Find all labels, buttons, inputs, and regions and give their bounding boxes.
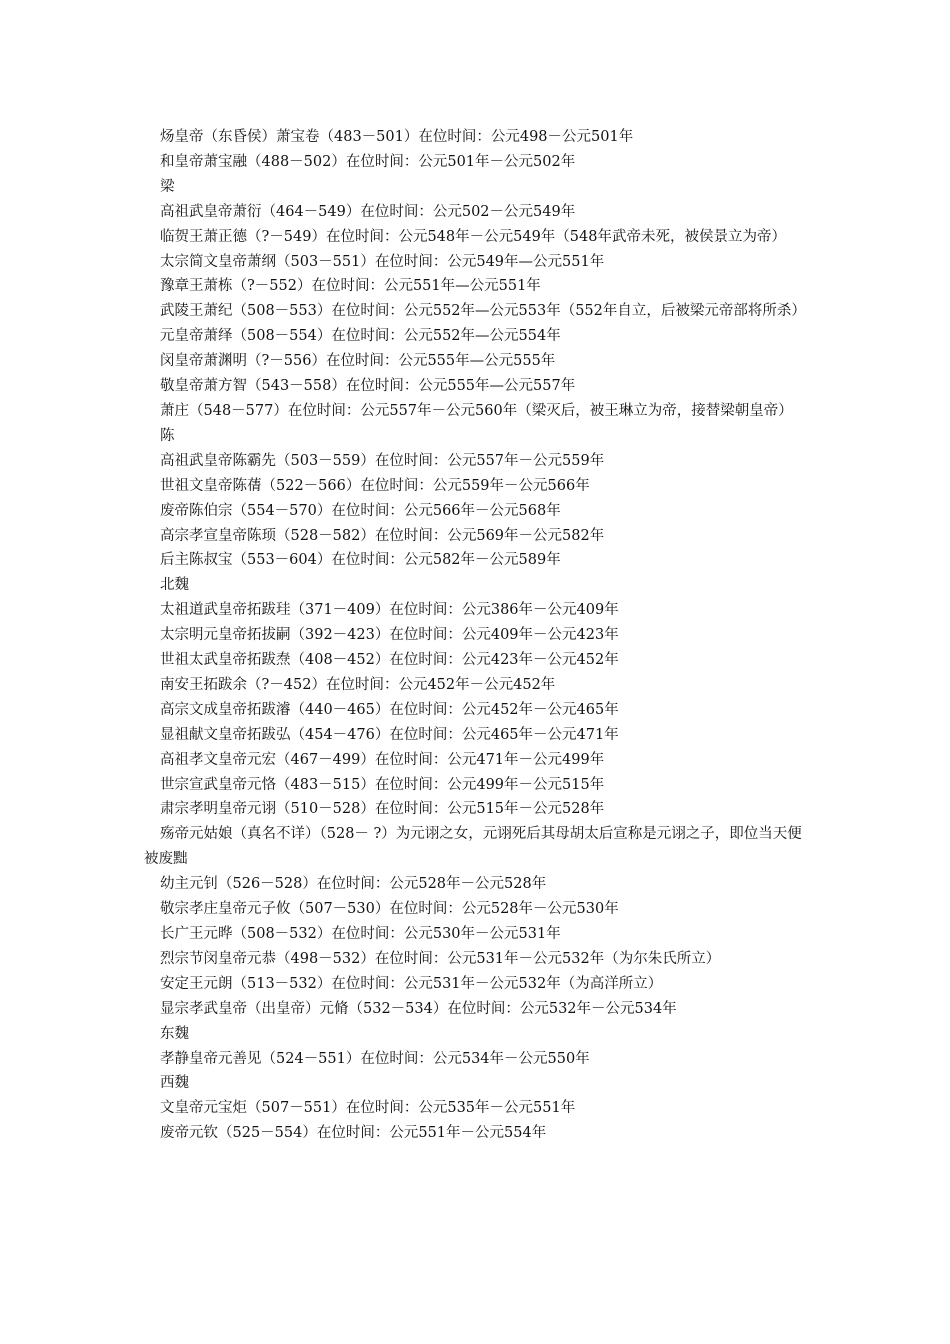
text-line: 世宗宣武皇帝元恪（483－515）在位时间：公元499年－公元515年 (160, 776, 605, 793)
text-line: 世祖太武皇帝拓跋焘（408－452）在位时间：公元423年－公元452年 (160, 652, 619, 669)
text-line: 北魏 (160, 577, 189, 594)
text-line: 闵皇帝萧渊明（?－556）在位时间：公元555年—公元555年 (160, 353, 556, 370)
text-line: 高宗孝宣皇帝陈顼（528－582）在位时间：公元569年－公元582年 (160, 527, 605, 544)
text-line: 安定王元朗（513－532）在位时间：公元531年－公元532年（为高洋所立） (160, 975, 663, 992)
text-line: 太宗简文皇帝萧纲（503－551）在位时间：公元549年—公元551年 (160, 253, 605, 270)
text-line: 南安王拓跋余（?－452）在位时间：公元452年－公元452年 (160, 676, 556, 693)
text-line: 后主陈叔宝（553－604）在位时间：公元582年－公元589年 (160, 552, 561, 569)
document-body (144, 125, 812, 1146)
text-line: 元皇帝萧绎（508－554）在位时间：公元552年—公元554年 (160, 328, 561, 345)
text-line: 高祖孝文皇帝元宏（467－499）在位时间：公元471年－公元499年 (160, 751, 605, 768)
text-line: 太宗明元皇帝拓拔嗣（392－423）在位时间：公元409年－公元423年 (160, 627, 619, 644)
text-line: 长广王元晔（508－532）在位时间：公元530年－公元531年 (160, 926, 561, 942)
text-line: 和皇帝萧宝融（488－502）在位时间：公元501年－公元502年 (160, 153, 576, 170)
text-line: 炀皇帝（东昏侯）萧宝卷（483－501）在位时间：公元498－公元501年 (160, 129, 634, 145)
text-line: 临贺王萧正德（?－549）在位时间：公元548年－公元549年（548年武帝未死，被侯景立为帝） (160, 228, 786, 245)
text-line: 高祖武皇帝萧衍（464－549）在位时间：公元502－公元549年 (160, 203, 576, 220)
text-line: 文皇帝元宝炬（507－551）在位时间：公元535年－公元551年 (160, 1100, 576, 1117)
text-line: 太祖道武皇帝拓跋珪（371－409）在位时间：公元386年－公元409年 (160, 602, 619, 619)
text-line: 世祖文皇帝陈蒨（522－566）在位时间：公元559年－公元566年 (160, 477, 590, 494)
text-line: 高祖武皇帝陈霸先（503－559）在位时间：公元557年－公元559年 (160, 452, 605, 469)
text-line: 显宗孝武皇帝（出皇帝）元脩（532－534）在位时间：公元532年－公元534年 (160, 1000, 677, 1017)
text-line: 幼主元钊（526－528）在位时间：公元528年－公元528年 (160, 876, 547, 893)
text-line: 孝静皇帝元善见（524－551）在位时间：公元534年－公元550年 (160, 1050, 590, 1067)
text-line: 殇帝元姑娘（真名不详）（528－ ?）为元诩之女，元诩死后其母胡太后宣称是元诩之子，即位当天便被废黜 (144, 826, 802, 868)
text-line: 肃宗孝明皇帝元诩（510－528）在位时间：公元515年－公元528年 (160, 801, 605, 818)
text-line: 陈 (160, 427, 175, 444)
text-line: 废帝元钦（525－554）在位时间：公元551年－公元554年 (160, 1125, 547, 1142)
text-line: 西魏 (160, 1075, 189, 1092)
text-line: 显祖献文皇帝拓跋弘（454－476）在位时间：公元465年－公元471年 (160, 726, 619, 743)
text-line: 萧庄（548－577）在位时间：公元557年－公元560年（梁灭后，被王琳立为帝，接替梁朝皇帝） (160, 402, 793, 419)
text-line: 烈宗节闵皇帝元恭（498－532）在位时间：公元531年－公元532年（为尔朱氏所立） (160, 950, 721, 967)
text-line: 敬皇帝萧方智（543－558）在位时间：公元555年—公元557年 (160, 378, 576, 395)
text-line: 废帝陈伯宗（554－570）在位时间：公元566年－公元568年 (160, 502, 561, 519)
text-line: 东魏 (160, 1025, 189, 1042)
text-line: 武陵王萧纪（508－553）在位时间：公元552年—公元553年（552年自立，后被梁元帝部将所杀） (160, 303, 806, 320)
text-line: 敬宗孝庄皇帝元子攸（507－530）在位时间：公元528年－公元530年 (160, 901, 619, 918)
text-line: 高宗文成皇帝拓跋濬（440－465）在位时间：公元452年－公元465年 (160, 701, 619, 718)
text-line: 梁 (160, 178, 175, 195)
text-line: 豫章王萧栋（?－552）在位时间：公元551年—公元551年 (160, 278, 541, 295)
